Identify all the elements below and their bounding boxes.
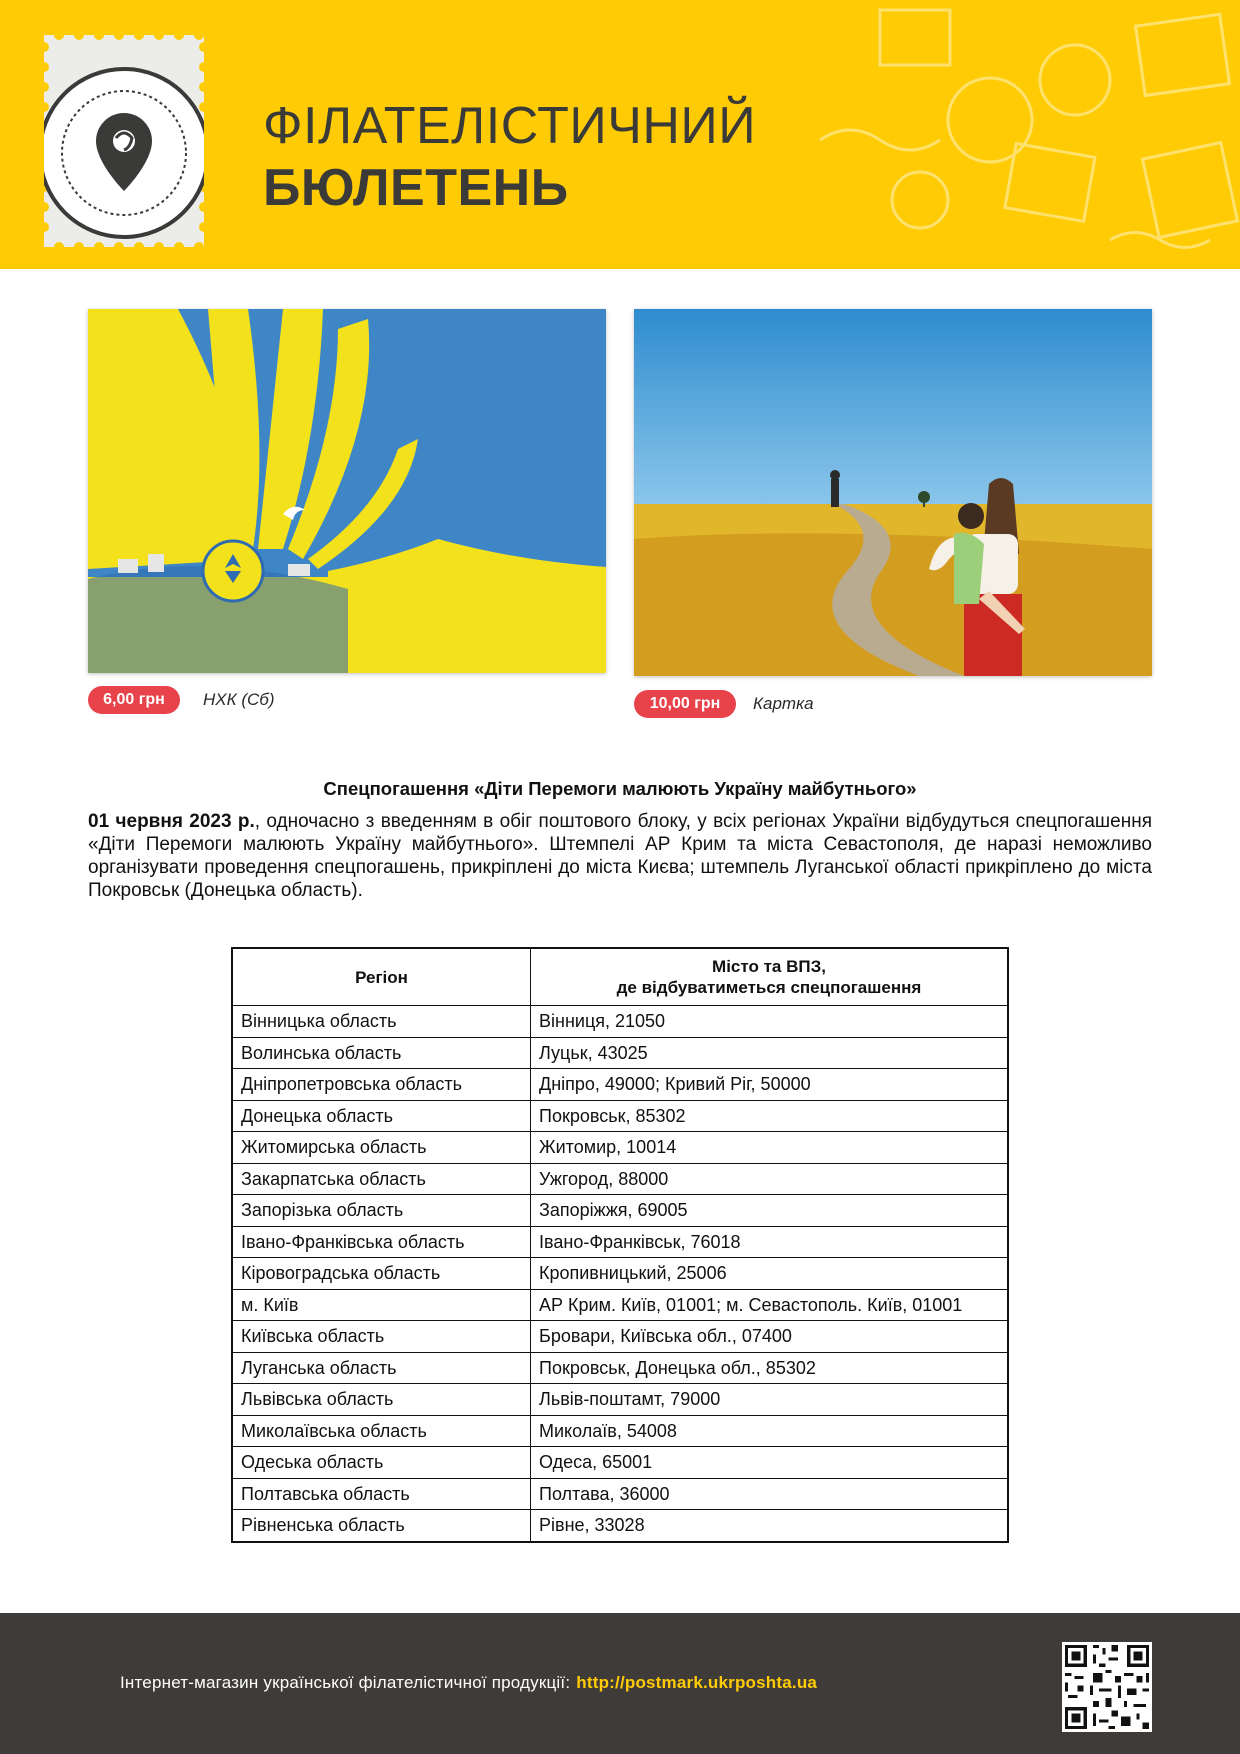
table-row	[232, 1289, 1008, 1321]
table-row	[232, 1321, 1008, 1353]
table-row	[232, 1478, 1008, 1510]
shop-link[interactable]: http://postmark.ukrposhta.ua	[576, 1673, 818, 1692]
region-cell: Полтавська область	[232, 1478, 531, 1510]
header-region: Регіон	[232, 948, 531, 1006]
stamps-decoration-icon	[810, 0, 1240, 269]
souvenir-sheet-image	[88, 309, 606, 673]
city-cell: Вінниця, 21050	[531, 1006, 1009, 1038]
region-cell: Луганська область	[232, 1352, 531, 1384]
qr-code-icon[interactable]	[1062, 1642, 1152, 1732]
city-cell: Миколаїв, 54008	[531, 1415, 1009, 1447]
city-cell: Житомир, 10014	[531, 1132, 1009, 1164]
header-banner	[0, 0, 1240, 269]
price-badge-postcard: 10,00 грн	[634, 690, 736, 718]
footer-text	[120, 1673, 817, 1693]
city-cell: Кропивницький, 25006	[531, 1258, 1009, 1290]
table-row	[232, 1163, 1008, 1195]
table-row	[232, 1195, 1008, 1227]
header-city: Місто та ВПЗ, де відбуватиметься спецпогашення	[531, 948, 1009, 1006]
table-row	[232, 1510, 1008, 1542]
cancellation-table	[231, 947, 1009, 1543]
region-cell: Одеська область	[232, 1447, 531, 1479]
region-cell: Кіровоградська область	[232, 1258, 531, 1290]
table-row	[232, 1069, 1008, 1101]
table-row	[232, 1006, 1008, 1038]
table-row	[232, 1132, 1008, 1164]
region-cell: Закарпатська область	[232, 1163, 531, 1195]
announcement-paragraph	[88, 810, 1152, 902]
city-cell: Покровськ, Донецька обл., 85302	[531, 1352, 1009, 1384]
postage-stamp-logo	[44, 35, 204, 247]
announcement-body: , одночасно з введенням в обіг поштового блоку, у всіх регіонах України відбудуться спецпогашення «Діти Перемоги малюють Україну майбутнього». Штемпелі АР Крим та міста Севастополя, де наразі неможливо організувати проведення спецпогашень, прикріплені до міста Києва; штемпель Луганської області прикріплено до міста Покровськ (Донецька область).	[88, 811, 1152, 901]
table-row	[232, 1037, 1008, 1069]
city-cell: Покровськ, 85302	[531, 1100, 1009, 1132]
region-cell: Вінницька область	[232, 1006, 531, 1038]
region-cell: м. Київ	[232, 1289, 531, 1321]
announcement-date: 01 червня 2023 р.	[88, 811, 255, 832]
price-badge-sheet: 6,00 грн	[88, 686, 180, 714]
table-row	[232, 1384, 1008, 1416]
city-cell: АР Крим. Київ, 01001; м. Севастополь. Київ, 01001	[531, 1289, 1009, 1321]
region-cell: Житомирська область	[232, 1132, 531, 1164]
city-cell: Ужгород, 88000	[531, 1163, 1009, 1195]
region-cell: Львівська область	[232, 1384, 531, 1416]
region-cell: Дніпропетровська область	[232, 1069, 531, 1101]
city-cell: Дніпро, 49000; Кривий Ріг, 50000	[531, 1069, 1009, 1101]
region-cell: Запорізька область	[232, 1195, 531, 1227]
section-title: Спецпогашення «Діти Перемоги малюють Україну майбутнього»	[323, 778, 917, 799]
product-label-postcard: Картка	[753, 694, 814, 713]
table-row	[232, 1447, 1008, 1479]
bulletin-title-line2: БЮЛЕТЕНЬ	[263, 159, 569, 217]
table-row	[232, 1100, 1008, 1132]
city-cell: Одеса, 65001	[531, 1447, 1009, 1479]
city-cell: Львів-поштамт, 79000	[531, 1384, 1009, 1416]
city-cell: Рівне, 33028	[531, 1510, 1009, 1542]
city-cell: Запоріжжя, 69005	[531, 1195, 1009, 1227]
bulletin-title-line1: ФІЛАТЕЛІСТИЧНИЙ	[263, 97, 757, 155]
table-header-row	[232, 948, 1008, 1006]
region-cell: Волинська область	[232, 1037, 531, 1069]
region-cell: Київська область	[232, 1321, 531, 1353]
city-cell: Івано-Франківськ, 76018	[531, 1226, 1009, 1258]
region-cell: Донецька область	[232, 1100, 531, 1132]
table-row	[232, 1352, 1008, 1384]
region-cell: Миколаївська область	[232, 1415, 531, 1447]
city-cell: Бровари, Київська обл., 07400	[531, 1321, 1009, 1353]
city-cell: Луцьк, 43025	[531, 1037, 1009, 1069]
region-cell: Рівненська область	[232, 1510, 531, 1542]
table-row	[232, 1415, 1008, 1447]
table-row	[232, 1258, 1008, 1290]
city-cell: Полтава, 36000	[531, 1478, 1009, 1510]
product-label-sheet: НХК (Сб)	[203, 690, 275, 709]
region-cell: Івано-Франківська область	[232, 1226, 531, 1258]
postcard-image	[634, 309, 1152, 676]
table-row	[232, 1226, 1008, 1258]
footer	[0, 1613, 1240, 1754]
footer-caption: Інтернет-магазин української філателістичної продукції:	[120, 1673, 571, 1692]
